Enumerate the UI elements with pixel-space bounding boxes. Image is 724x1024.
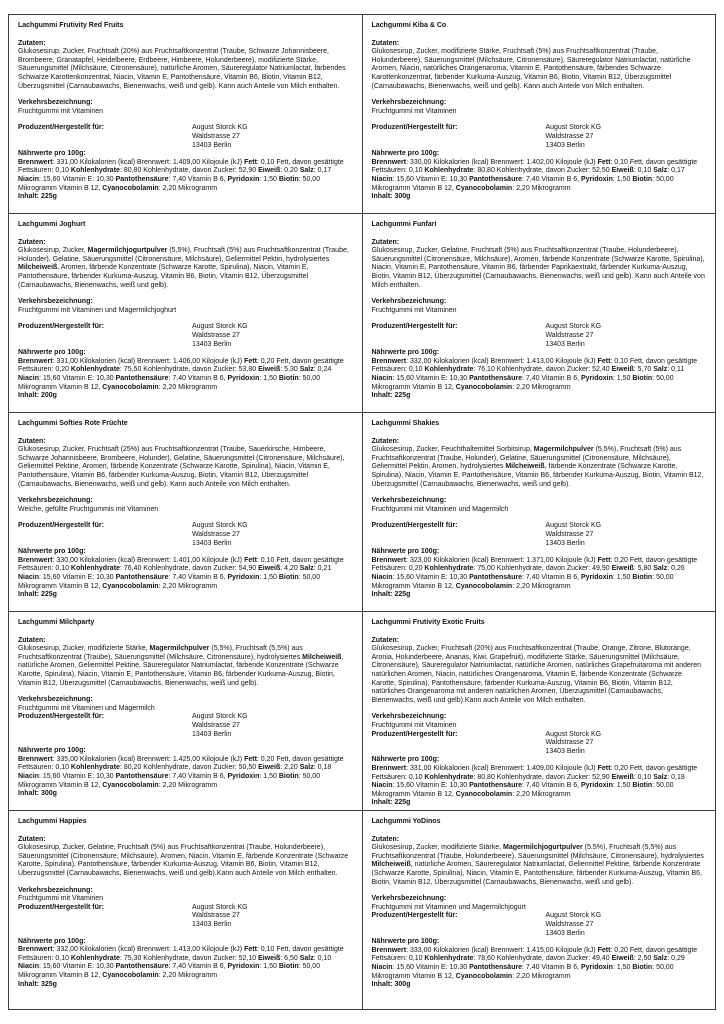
nutrition-section: [372, 938, 707, 990]
ingredients-heading: Zutaten:: [371, 437, 400, 445]
producer-street: Waldstrasse 27: [191, 912, 240, 920]
verkehr-heading: Verkehrsbezeichnung:: [371, 895, 447, 903]
product-panel: [9, 811, 363, 1010]
nutrition-text: Brennwert: 333,00 Kilokalorien (kcal) Brennwert: 1.415,00 Kilojoule (kJ) Fett: 0,20 Fett, davon gesättigte Fettsäuren: 0,10 Kohlenhydrate: 78,60 Kohlenhydrate, davon Zucker: 49,40 Eiweiß: 2,50 Salz: 0,29 Niacin: 15,60 Vitamin E: 10,30 Pantothensäure: 7,40 Vitamin B 6, Pyridoxin: 1,50 Biotin: 50,00 Mikrogramm Vitamin B 12, Cyanocobolamin: 2,20 Mikrogramm: [371, 946, 698, 980]
nutrition-text: Brennwert: 332,00 Kilokalorien (kcal) Brennwert: 1.413,00 Kilojoule (kJ) Fett: 0,10 Fett, davon gesättigte Fettsäuren: 0,10 Kohlenhydrate: 76,10 Kohlenhydrate, davon Zucker: 52,40 Eiweiß: 5,70 Salz: 0,11 Niacin: 15,60 Vitamin E: 10,30 Pantothensäure: 7,40 Vitamin B 6, Pyridoxin: 1,50 Biotin: 50,00 Mikrogramm Vitamin B 12, Cyanocobolamin: 2,20 Mikrogramm: [371, 357, 698, 391]
nutrition-heading: Nährwerte pro 100g:: [18, 150, 86, 158]
producer-name: August Storck KG: [191, 713, 248, 721]
ingredients-section: [18, 438, 353, 490]
producer-name: August Storck KG: [191, 323, 248, 331]
verkehr-text: Weiche, gefüllte Fruchtgummis mit Vitaminen: [18, 505, 159, 513]
ingredients-heading: Zutaten:: [18, 636, 46, 644]
product-panel: [363, 811, 717, 1010]
producer-address: [192, 124, 248, 150]
product-title: Lachgummi Milchparty: [18, 619, 95, 626]
verkehr-text: Fruchtgummi mit Vitaminen und Magermilch: [371, 505, 509, 513]
producer-row: [372, 912, 707, 938]
product-title: Lachgummi Frutivity Exotic Fruits: [371, 619, 485, 626]
producer-row: [18, 124, 353, 150]
product-label-sheet: [8, 14, 716, 1010]
producer-name: August Storck KG: [545, 912, 602, 920]
nutrition-section: [372, 756, 707, 808]
product-title: Lachgummi Happies: [18, 818, 87, 825]
producer-name: August Storck KG: [545, 124, 602, 132]
producer-row: [18, 904, 353, 930]
producer-address: [192, 713, 248, 739]
content-weight: Inhalt: 325g: [18, 980, 57, 988]
producer-name: August Storck KG: [191, 903, 248, 911]
producer-city: 13403 Berlin: [545, 539, 585, 547]
product-title: Lachgummi Joghurt: [18, 221, 86, 228]
producer-label: Produzent/Hergestellt für:: [18, 522, 104, 530]
verkehr-heading: Verkehrsbezeichnung:: [371, 99, 447, 107]
product-panel: [9, 15, 363, 214]
producer-row: [372, 124, 707, 150]
content-weight: Inhalt: 300g: [18, 790, 57, 798]
nutrition-heading: Nährwerte pro 100g:: [18, 349, 86, 357]
ingredients-section: [372, 836, 707, 888]
verkehr-heading: Verkehrsbezeichnung:: [371, 298, 447, 306]
content-weight: Inhalt: 225g: [371, 392, 411, 400]
producer-label: Produzent/Hergestellt für:: [18, 713, 104, 721]
ingredients-text: Glukosesirup, Zucker, modifizierte Stärke, Magermilchpulver (5,5%), Fruchtsaft (5,5%) aus Fruchtsaftkonzentrat (Traube), Säuerungsmittel (Milchsäure, Citronensäure), hydrolysiertes Milcheiweiß, natürliche Aromen, Geliermittel Pektine, Säureregulator Natriumlactat, färbende Konzentrate (Schwarze Karotte, Spirulina), Niacin, Vitamin E, Pantothensäure, Vitamin B6, färbender Kurkuma-Auszug, Biotin, Vitamin B12, Überzugsmittel (Carnaubawachs, Bienenwachs, weiß und gelb).: [18, 645, 344, 687]
producer-label: Produzent/Hergestellt für:: [18, 323, 104, 331]
verkehr-text: Fruchtgummi mit Vitaminen: [371, 306, 457, 314]
verkehr-heading: Verkehrsbezeichnung:: [18, 696, 93, 704]
nutrition-section: [372, 349, 707, 401]
verkehr-section: [372, 99, 707, 116]
content-weight: Inhalt: 225g: [371, 799, 411, 807]
product-panel: [9, 612, 363, 811]
ingredients-heading: Zutaten:: [371, 636, 400, 644]
ingredients-section: [18, 239, 353, 291]
ingredients-heading: Zutaten:: [18, 835, 46, 843]
product-title: Lachgummi Softies Rote Früchte: [18, 420, 128, 427]
producer-label: Produzent/Hergestellt für:: [371, 323, 458, 331]
producer-street: Waldstrasse 27: [545, 920, 594, 928]
ingredients-section: [372, 438, 707, 490]
verkehr-section: [18, 887, 353, 904]
producer-city: 13403 Berlin: [545, 747, 585, 755]
ingredients-heading: Zutaten:: [18, 238, 46, 246]
product-panel: [363, 612, 717, 811]
nutrition-text: Brennwert: 330,00 Kilokalorien (kcal) Brennwert: 1.401,00 Kilojoule (kJ) Fett: 0,10 Fett, davon gesättigte Fettsäuren: 0,10 Kohlenhydrate: 76,40 Kohlenhydrate, davon Zucker: 54,90 Eiweiß: 4,20 Salz: 0,21 Niacin: 15,60 Vitamin E: 10,30 Pantothensäure: 7,40 Vitamin B 6, Pyridoxin: 1,50 Biotin: 50,00 Mikrogramm Vitamin B 12, Cyanocobolamin: 2,20 Mikrogramm: [18, 556, 344, 590]
product-title: Lachgummi Kiba & Co: [371, 22, 447, 29]
producer-city: 13403 Berlin: [191, 730, 232, 738]
ingredients-section: [372, 239, 707, 291]
producer-address: [192, 904, 248, 930]
ingredients-text: Glukosesirup, Zucker, Fruchtsaft (25%) aus Fruchtsaftkonzentrat (Traube, Sauerkirsche, Himbeere, Schwarze Johannisbeere, Brombeere, Holunder), Gelatine, Säuerungsmittel (Citronensäure, Milchsäure), Geliermittel Pektine, Aromen, färbende Konzentrate (Schwarze Karotte, Spirulina), Niacin, Vitamin E, Pantothensäure, Vitamin B6, färbender Kurkuma-Auszug, Biotin, Vitamin B12, Überzugsmittel (Carnaubawachs, Bienenwachs, weiß und gelb). Kann auch Anteile von Milch enthalten.: [18, 446, 345, 488]
nutrition-text: Brennwert: 331,00 Kilokalorien (kcal) Brennwert: 1.409,00 Kilojoule (kJ) Fett: 0,20 Fett, davon gesättigte Fettsäuren: 0,10 Kohlenhydrate: 80,80 Kohlenhydrate, davon Zucker: 52,90 Eiweiß: 0,10 Salz: 0,18 Niacin: 15,60 Vitamin E: 10,30 Pantothensäure: 7,40 Vitamin B 6, Pyridoxin: 1,50 Biotin: 50,00 Mikrogramm Vitamin B 12, Cyanocobolamin: 2,20 Mikrogramm: [371, 764, 698, 798]
nutrition-section: [372, 150, 707, 202]
ingredients-text: Glukosesirup, Zucker, modifizierte Stärke, Magermilchjogurtpulver (5,5%), Fruchtsaft (5,5%) aus Fruchtsaftkonzentrat (Traube, Holunderbeere), Säuerungsmittel (Milchsäure, Citronensäure), hydrolysiertes Milcheiweiß, natürliche Aromen, Säureregulator Natriumlactat, Geliermittel Pektine, färbende Konzentrate (Schwarze Karotte, Spirulina), Niacin, Vitamin E, Pantothensäure, färbender Kurkuma-Auszug, Vitamin B6, Biotin, Vitamin B12, Überzugsmittel (Carnaubawachs, Bienenwachs, weiß und gelb).: [371, 844, 704, 886]
verkehr-text: Fruchtgummi mit Vitaminen und Magermilch: [18, 704, 155, 712]
content-weight: Inhalt: 225g: [18, 591, 57, 599]
producer-label: Produzent/Hergestellt für:: [18, 903, 104, 911]
verkehr-section: [372, 497, 707, 514]
nutrition-section: [18, 747, 353, 799]
producer-name: August Storck KG: [545, 730, 602, 738]
verkehr-text: Fruchtgummi mit Vitaminen und Magermilchjoghurt: [18, 306, 177, 314]
producer-city: 13403 Berlin: [545, 340, 585, 348]
producer-name: August Storck KG: [191, 522, 248, 530]
producer-city: 13403 Berlin: [191, 340, 232, 348]
producer-row: [372, 522, 707, 548]
verkehr-heading: Verkehrsbezeichnung:: [371, 497, 447, 505]
nutrition-heading: Nährwerte pro 100g:: [371, 150, 440, 158]
producer-address: [192, 522, 248, 548]
product-panel: [363, 413, 717, 612]
verkehr-section: [18, 298, 353, 315]
producer-street: Waldstrasse 27: [191, 331, 240, 339]
verkehr-heading: Verkehrsbezeichnung:: [18, 497, 93, 505]
producer-city: 13403 Berlin: [191, 141, 232, 149]
verkehr-text: Fruchtgummi mit Vitaminen: [371, 107, 457, 115]
ingredients-text: Glukosesirup, Zucker, Magermilchjogurtpulver (5,5%), Fruchtsaft (5%) aus Fruchtsaftkonzentrat (Traube, Holunder), Gelatine, Säuerungsmittel (Citronensäure, Milchsäure), Geliermittel Pektin, hydrolysiertes Milcheiweiß, Aromen, färbende Konzentrate (Schwarze Karotte, Spirulina), Niacin, Vitamin E, Pantothensäure, färbender Kurkuma-Auszug, Vitamin B6, Biotin, Vitamin B12, Überzugsmittel (Carnaubawachs, Bienenwachs, weiß und gelb).: [18, 247, 349, 289]
producer-label: Produzent/Hergestellt für:: [371, 124, 458, 132]
ingredients-text: Glukosesirup, Zucker, modifizierte Stärke, Fruchtsaft (5%) aus Fruchtsaftkonzentrat (Traube, Holunderbeere), Säuerungsmittel (Milchsäure, Citronensäure), Säureregulator Natriumlactat, natürliche Aromen, Niacin, natürliches Orangenaroma, Vitamin E, Pantothensäure, färbendes Schwarze Karottenkonzentrat, färbender Kurkuma-Auszug, Vitamin B6, Biotin, Vitamin B12, Überzugsmittel (Carnaubawachs, Bienenwachs, weiß und gelb). Kann auch Anteile von Milch enthalten.: [371, 48, 691, 90]
content-weight: Inhalt: 300g: [371, 981, 411, 989]
ingredients-text: Glukosesirup, Zucker, Feuchthaltemittel Sorbitsirup, Magermilchpulver (5,5%), Fruchtsaft (5%) aus Fruchtsaftkonzentrat (Traube, Holunder), Gelatine, Säuerungsmittel (Citronensäure, Milchsäure), Geliermittel Pektin, Aromen, hydrolysiertes Milcheiweiß, färbende Konzentrate (Schwarze Karotte, Spirulina), Niacin, Vitamin E, Pantothensäure, Vitamin B6, färbender Kurkuma-Auszug, Biotin, Vitamin B12, Überzugsmittel (Carnaubawachs, Bienenwachs, weiß und gelb).: [371, 446, 704, 488]
verkehr-section: [372, 298, 707, 315]
producer-street: Waldstrasse 27: [191, 132, 240, 140]
verkehr-section: [372, 713, 707, 730]
ingredients-section: [372, 637, 707, 706]
verkehr-section: [18, 497, 353, 514]
verkehr-section: [372, 895, 707, 912]
producer-name: August Storck KG: [191, 124, 248, 132]
producer-row: [18, 323, 353, 349]
verkehr-text: Fruchtgummi mit Vitaminen und Magermilchjogurt: [371, 903, 526, 911]
nutrition-text: Brennwert: 335,00 Kilokalorien (kcal) Brennwert: 1.425,00 Kilojoule (kJ) Fett: 0,20 Fett, davon gesättigte Fettsäuren: 0,10 Kohlenhydrate: 80,20 Kohlenhydrate, davon Zucker: 50,50 Eiweiß: 2,20 Salz: 0,18 Niacin: 15,60 Vitamin E: 10,30 Pantothensäure: 7,40 Vitamin B 6, Pyridoxin: 1,50 Biotin: 50,00 Mikrogramm Vitamin B 12, Cyanocobolamin: 2,20 Mikrogramm: [18, 755, 344, 789]
product-panel: [363, 15, 717, 214]
producer-street: Waldstrasse 27: [545, 530, 594, 538]
verkehr-heading: Verkehrsbezeichnung:: [371, 713, 447, 721]
nutrition-section: [18, 938, 353, 990]
verkehr-text: Fruchtgummi mit Vitaminen: [18, 895, 104, 903]
product-panel: [363, 214, 717, 413]
producer-street: Waldstrasse 27: [191, 530, 240, 538]
ingredients-text: Glukosesirup, Zucker, Fruchtsaft (20%) aus Fruchtsaftkonzentrat (Traube, Orange, Zitrone, Blutorange, Aronia, Holunderbeere, Ananas, Kiwi, Grapefruit), modifizierte Stärke, Säuerungsmittel (Milchsäure, Citronensäure), Säureregulator Natriumlactat, natürliche Aromen, natürliches Grapefruitaroma mit anderen natürlichen Aromen, Niacin, natürliches Orangenaroma, Vitamin E, färbende Konzentrate (Schwarze Karotte, Spirulina), Pantothensäure, färbender Kurkuma-Auszug, Vitamin B6, Biotin, Vitamin B12, natürliches Orangenaroma mit anderen natürlichen Aromen, Überzugsmittel (Carnaubawachs, Bienenwachs, weiß und gelb).Kann auch Anteile von Milch enthalten.: [371, 645, 702, 704]
producer-street: Waldstrasse 27: [545, 739, 594, 747]
ingredients-section: [372, 40, 707, 92]
verkehr-section: [18, 696, 353, 713]
product-panel: [9, 214, 363, 413]
verkehr-text: Fruchtgummi mit Vitaminen: [371, 721, 457, 729]
producer-row: [372, 731, 707, 757]
nutrition-heading: Nährwerte pro 100g:: [18, 548, 86, 556]
nutrition-heading: Nährwerte pro 100g:: [371, 756, 440, 764]
ingredients-heading: Zutaten:: [371, 39, 400, 47]
content-weight: Inhalt: 225g: [371, 591, 411, 599]
ingredients-heading: Zutaten:: [18, 437, 46, 445]
product-grid: [8, 14, 716, 1010]
producer-name: August Storck KG: [545, 522, 602, 530]
producer-row: [18, 713, 353, 739]
nutrition-text: Brennwert: 323,00 Kilokalorien (kcal) Brennwert: 1.371,00 Kilojoule (kJ) Fett: 0,20 Fett, davon gesättigte Fettsäuren: 0,20 Kohlenhydrate: 75,00 Kohlenhydrate, davon Zucker: 49,90 Eiweiß: 5,80 Salz: 0,26 Niacin: 15,60 Vitamin E: 10,30 Pantothensäure: 7,40 Vitamin B 6, Pyridoxin: 1,50 Biotin: 50,00 Mikrogramm Vitamin B 12, Cyanocobolamin: 2,20 Mikrogramm: [371, 556, 698, 590]
verkehr-section: [18, 99, 353, 116]
content-weight: Inhalt: 300g: [371, 193, 411, 201]
producer-row: [372, 323, 707, 349]
producer-address: [545, 124, 601, 150]
ingredients-heading: Zutaten:: [18, 39, 46, 47]
producer-city: 13403 Berlin: [545, 141, 585, 149]
producer-address: [545, 522, 601, 548]
producer-street: Waldstrasse 27: [191, 721, 240, 729]
product-title: Lachgummi Frutivity Red Fruits: [18, 22, 124, 29]
nutrition-text: Brennwert: 331,00 Kilokalorien (kcal) Brennwert: 1.406,00 Kilojoule (kJ) Fett: 0,20 Fett, davon gesättigte Fettsäuren: 0,20 Kohlenhydrate: 75,50 Kohlenhydrate, davon Zucker: 53,80 Eiweiß: 5,30 Salz: 0,24 Niacin: 15,60 Vitamin E: 10,30 Pantothensäure: 7,40 Vitamin B 6, Pyridoxin: 1,50 Biotin: 50,00 Mikrogramm Vitamin B 12, Cyanocobolamin: 2,20 Mikrogramm: [18, 357, 344, 391]
ingredients-text: Glukosesirup, Zucker, Gelatine, Fruchtsaft (5%) aus Fruchtsaftkonzentrat (Traube, Holunderbeere), Säuerungsmittel (Citronensäure, Milchsäure), Aromen, Niacin, Vitamin E, färbende Konzentrate (Schwarze Karotte, Spirulina), Pantothensäure, färbender Kurkuma-Auszug, Vitamin B6, Biotin, Vitamin B12, Überzugsmittel (Carnaubawachs, Bienenwachs, weiß und gelb).Kann auch Anteile von Milch enthalten.: [18, 844, 349, 877]
nutrition-heading: Nährwerte pro 100g:: [371, 349, 440, 357]
content-weight: Inhalt: 200g: [18, 392, 57, 400]
producer-city: 13403 Berlin: [191, 539, 232, 547]
nutrition-heading: Nährwerte pro 100g:: [18, 937, 86, 945]
nutrition-section: [18, 150, 353, 202]
producer-name: August Storck KG: [545, 323, 602, 331]
producer-address: [545, 323, 601, 349]
producer-label: Produzent/Hergestellt für:: [371, 730, 458, 738]
producer-street: Waldstrasse 27: [545, 132, 594, 140]
producer-label: Produzent/Hergestellt für:: [371, 912, 458, 920]
ingredients-section: [18, 637, 353, 689]
producer-label: Produzent/Hergestellt für:: [18, 124, 104, 132]
ingredients-text: Glukosesirup, Zucker, Fruchtsaft (20%) aus Fruchtsaftkonzentrat (Traube, Schwarze Johannisbeere, Brombeere, Granatapfel, Heidelbeere, Erdbeere, Himbeere, Holunderbeere), modifizierte Stärke, Säuerungsmittel (Milchsäure, Citronensäure), natürliche Aromen, Säureregulator Natriumlactat, färbendes Schwarze Karottenkonzentrat, Niacin, Vitamin E, Pantothensäure, Vitamin B6, Biotin, Vitamin B12, Überzugsmittel (Carnaubawachs, Bienenwachs, weiß und gelb). Kann auch Anteile von Milch enthalten.: [18, 48, 346, 90]
producer-address: [192, 323, 248, 349]
producer-address: [545, 912, 601, 938]
nutrition-heading: Nährwerte pro 100g:: [371, 548, 440, 556]
nutrition-section: [18, 349, 353, 401]
producer-street: Waldstrasse 27: [545, 331, 594, 339]
nutrition-heading: Nährwerte pro 100g:: [18, 747, 86, 755]
verkehr-text: Fruchtgummi mit Vitaminen: [18, 107, 104, 115]
nutrition-heading: Nährwerte pro 100g:: [371, 938, 440, 946]
ingredients-heading: Zutaten:: [371, 835, 400, 843]
producer-city: 13403 Berlin: [545, 929, 585, 937]
producer-city: 13403 Berlin: [191, 920, 232, 928]
producer-label: Produzent/Hergestellt für:: [371, 522, 458, 530]
nutrition-text: Brennwert: 330,00 Kilokalorien (kcal) Brennwert: 1.402,00 Kilojoule (kJ) Fett: 0,10 Fett, davon gesättigte Fettsäuren: 0,10 Kohlenhydrate: 80,80 Kohlenhydrate, davon Zucker: 52,50 Eiweiß: 0,10 Salz: 0,17 Niacin: 15,60 Vitamin E: 10,30 Pantothensäure: 7,40 Vitamin B 6, Pyridoxin: 1,50 Biotin: 50,00 Mikrogramm Vitamin B 12, Cyanocobolamin: 2,20 Mikrogramm: [371, 158, 698, 192]
verkehr-heading: Verkehrsbezeichnung:: [18, 99, 93, 107]
producer-address: [545, 731, 601, 757]
producer-row: [18, 522, 353, 548]
verkehr-heading: Verkehrsbezeichnung:: [18, 886, 93, 894]
product-title: Lachgummi Shakies: [371, 420, 440, 427]
ingredients-section: [18, 836, 353, 879]
nutrition-text: Brennwert: 332,00 Kilokalorien (kcal) Brennwert: 1.413,00 Kilojoule (kJ) Fett: 0,10 Fett, davon gesättigte Fettsäuren: 0,10 Kohlenhydrate: 75,30 Kohlenhydrate, davon Zucker: 52,10 Eiweiß: 6,50 Salz: 0,10 Niacin: 15,60 Vitamin E: 10,30 Pantothensäure: 7,40 Vitamin B 6, Pyridoxin: 1,50 Biotin: 50,00 Mikrogramm Vitamin B 12, Cyanocobolamin: 2,20 Mikrogramm: [18, 946, 344, 979]
product-title: Lachgummi YoDinos: [371, 818, 441, 825]
nutrition-section: [372, 548, 707, 600]
ingredients-text: Glukosesirup, Zucker, Gelatine, Fruchtsaft (5%) aus Fruchtsaftkonzentrat (Traube, Holunderbeere), Säuerungsmittel (Citronensäure, Milchsäure), Aromen, färbende Konzentrate (Schwarze Karotte, Spirulina), Niacin, Vitamin E, Pantothensäure, Vitamin B6, färbender Paprikaextrakt, färbender Kurkuma-Auszug, Biotin, Vitamin B12, Überzugsmittel (Carnaubawachs, Bienenwachs, weiß und gelb). Kann auch Anteile von Milch enthalten.: [371, 247, 705, 289]
ingredients-heading: Zutaten:: [371, 238, 400, 246]
nutrition-text: Brennwert: 331,00 Kilokalorien (kcal) Brennwert: 1.409,00 Kilojoule (kJ) Fett: 0,10 Fett, davon gesättigte Fettsäuren: 0,10 Kohlenhydrate: 80,80 Kohlenhydrate, davon Zucker: 52,90 Eiweiß: 0,20 Salz: 0,17 Niacin: 15,60 Vitamin E: 10,30 Pantothensäure: 7,40 Vitamin B 6, Pyridoxin: 1,50 Biotin: 50,00 Mikrogramm Vitamin B 12, Cyanocobolamin: 2,20 Mikrogramm: [18, 158, 344, 192]
product-title: Lachgummi Funfari: [371, 221, 437, 228]
nutrition-section: [18, 548, 353, 600]
verkehr-heading: Verkehrsbezeichnung:: [18, 298, 93, 306]
product-panel: [9, 413, 363, 612]
content-weight: Inhalt: 225g: [18, 193, 57, 201]
ingredients-section: [18, 40, 353, 92]
